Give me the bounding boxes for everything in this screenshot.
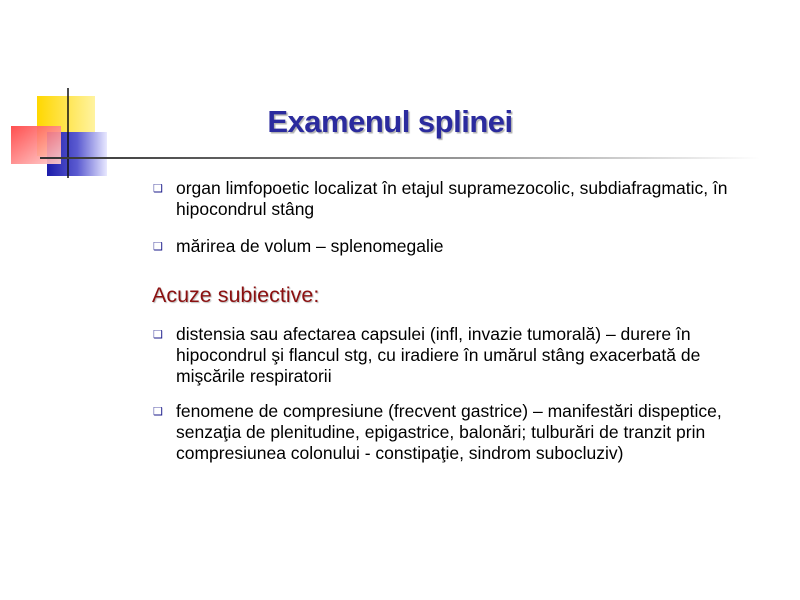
list-item-text: fenomene de compresiune (frecvent gastrice) – manifestări dispeptice, senzaţia de plenitudine, epigastrice, balonări; tulburări de tranzit prin compresiunea colonului - constipaţie, sindrom subocluziv)	[176, 401, 722, 463]
list-item-text: organ limfopoetic localizat în etajul supramezocolic, subdiafragmatic, în hipocondrul stâng	[176, 178, 728, 219]
list-item-text: mărirea de volum – splenomegalie	[176, 236, 444, 256]
bullet-list-top	[152, 178, 772, 257]
square-bullet-icon: ❑	[153, 406, 163, 418]
section-heading: Acuze subiective:	[152, 283, 320, 307]
bullet-list-bottom	[152, 324, 772, 464]
slide-content	[152, 178, 772, 478]
list-item	[152, 324, 772, 387]
list-item-text: distensia sau afectarea capsulei (infl, invazie tumorală) – durere în hipocondrul şi flancul stg, cu iradiere în umărul stâng exacerbată de mişcările respiratorii	[176, 324, 701, 386]
list-item	[152, 401, 772, 464]
slide-title: Examenul splinei	[267, 104, 513, 139]
horizontal-line	[40, 157, 760, 159]
square-bullet-icon: ❑	[153, 241, 163, 253]
square-bullet-icon: ❑	[153, 183, 163, 195]
list-item	[152, 236, 772, 257]
square-bullet-icon: ❑	[153, 329, 163, 341]
decorative-squares-graphic	[0, 0, 800, 200]
list-item	[152, 178, 772, 220]
